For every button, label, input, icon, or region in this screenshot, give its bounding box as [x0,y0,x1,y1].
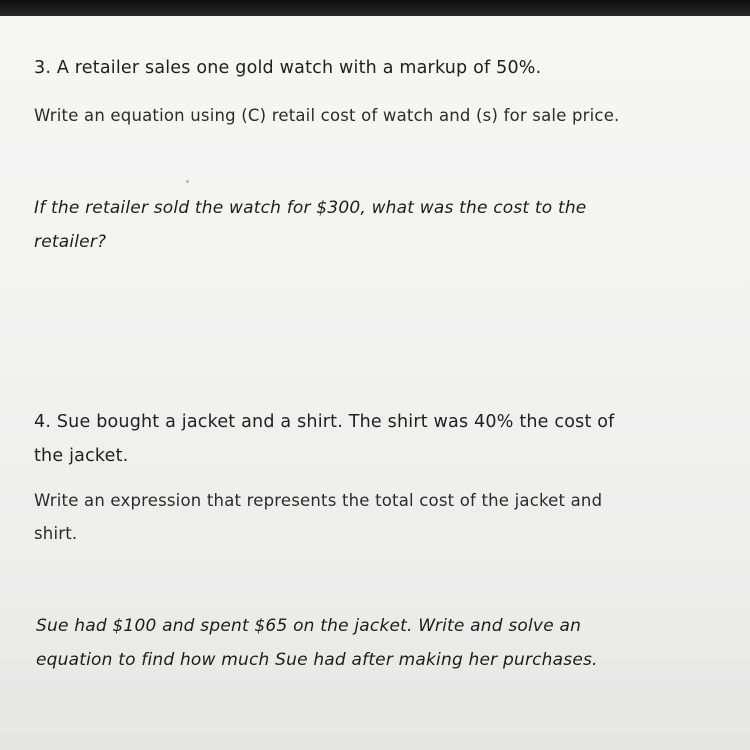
question-4-text-line1: 4. Sue bought a jacket and a shirt. The shirt was 40% the cost of [34,412,615,432]
worksheet-page [0,16,750,750]
question-3-text: 3. A retailer sales one gold watch with a markup of 50%. [34,58,542,78]
question-3-followup-line1: If the retailer sold the watch for $300, what was the cost to the [34,198,587,218]
question-4-instruction-line1: Write an expression that represents the total cost of the jacket and [34,491,603,510]
question-4-instruction-line2: shirt. [34,524,78,543]
question-4-followup-line2: equation to find how much Sue had after making her purchases. [36,650,598,670]
monitor-bezel [0,0,750,16]
question-3-followup-line2: retailer? [34,232,107,252]
question-4-text-line2: the jacket. [34,446,129,466]
question-4-followup-line1: Sue had $100 and spent $65 on the jacket. Write and solve an [36,616,582,636]
question-3-instruction: Write an equation using (C) retail cost of watch and (s) for sale price. [34,106,620,125]
dust-speck [186,180,189,183]
